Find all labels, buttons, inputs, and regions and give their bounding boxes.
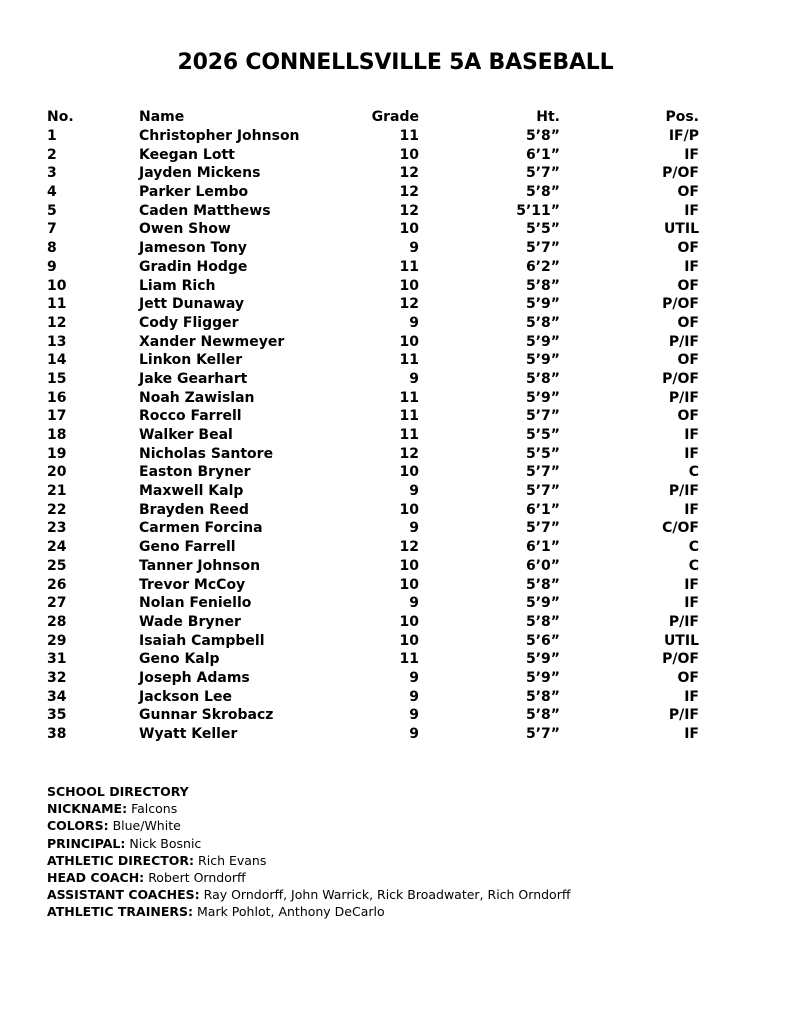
directory-line [47,835,570,852]
table-row [47,127,699,146]
player-name: Gradin Hodge [139,258,248,275]
table-row [47,389,699,408]
player-height: 5’8” [525,184,560,201]
player-height: 5’9” [525,333,560,350]
table-row [47,557,699,576]
player-position: C [688,539,699,556]
player-position: IF/P [668,128,699,144]
directory-label: HEAD COACH: [47,870,145,886]
player-position: OF [677,408,699,425]
directory-value: Nick Bosnic [129,835,202,851]
player-no: 24 [47,539,67,556]
player-height: 5’5” [525,221,560,238]
player-position: OF [677,277,699,294]
player-height: 5’7” [525,408,560,425]
player-grade: 9 [409,669,419,686]
player-grade: 10 [399,557,419,574]
table-row [47,146,699,165]
player-height: 6’1” [525,501,560,518]
player-grade: 10 [399,146,419,163]
player-no: 27 [47,595,67,612]
player-grade: 9 [409,595,419,612]
header-ht: Ht. [536,109,560,125]
table-row [47,314,699,333]
player-grade: 10 [399,501,419,518]
player-height: 5’8” [525,576,560,593]
directory-value: Rich Evans [198,852,267,868]
table-row [47,407,699,426]
table-row [47,258,699,277]
player-grade: 9 [409,370,419,387]
player-position: C [688,464,699,481]
player-name: Gunnar Skrobacz [139,707,274,724]
player-height: 6’1” [525,146,560,163]
player-grade: 10 [399,632,419,649]
player-position: P/OF [662,651,699,668]
table-row [47,220,699,239]
player-position: IF [684,427,699,443]
player-no: 17 [47,408,67,425]
player-name: Christopher Johnson [139,128,300,144]
player-height: 5’7” [525,520,560,537]
header-pos: Pos. [665,109,699,125]
table-row [47,164,699,183]
player-name: Geno Kalp [139,651,220,668]
table-row [47,501,699,520]
table-row [47,370,699,389]
player-no: 38 [47,726,67,742]
player-grade: 11 [399,389,419,406]
directory-label: ASSISTANT COACHES: [47,887,200,903]
player-position: IF [684,202,699,219]
player-name: Easton Bryner [139,464,251,481]
player-position: UTIL [663,221,699,238]
player-grade: 12 [399,296,419,313]
player-grade: 12 [399,445,419,462]
directory-value: Blue/White [112,818,181,834]
player-grade: 9 [409,707,419,724]
table-row [47,725,699,744]
table-row [47,688,699,707]
player-no: 26 [47,576,67,593]
player-grade: 11 [399,258,419,275]
directory-line [47,852,570,869]
player-position: OF [677,314,699,331]
table-row [47,669,699,688]
player-name: Owen Show [139,221,231,238]
player-no: 15 [47,370,67,387]
player-no: 19 [47,445,67,462]
directory-heading: SCHOOL DIRECTORY [47,784,189,799]
player-name: Walker Beal [139,427,233,443]
directory-line [47,869,570,886]
player-no: 7 [47,221,57,238]
table-row [47,650,699,669]
player-name: Isaiah Campbell [139,632,265,649]
player-position: C/OF [662,520,699,537]
player-grade: 11 [399,128,419,144]
table-row [47,183,699,202]
player-position: IF [684,726,699,742]
table-row [47,295,699,314]
player-grade: 11 [399,352,419,369]
directory-label: ATHLETIC TRAINERS: [47,904,194,920]
player-name: Trevor McCoy [139,576,246,593]
player-no: 13 [47,333,67,350]
player-no: 10 [47,277,67,294]
player-no: 28 [47,613,67,630]
table-row [47,333,699,352]
player-height: 5’8” [525,128,560,144]
player-height: 5’8” [525,613,560,630]
player-height: 5’6” [525,632,560,649]
table-row [47,632,699,651]
player-height: 5’11” [516,202,560,219]
player-height: 6’0” [525,557,560,574]
table-row [47,613,699,632]
table-row [47,482,699,501]
player-name: Jameson Tony [139,240,247,257]
directory-label: PRINCIPAL: [47,835,126,851]
player-no: 23 [47,520,67,537]
player-no: 8 [47,240,57,257]
player-position: IF [684,688,699,705]
table-row [47,706,699,725]
player-height: 5’7” [525,483,560,500]
page-title: 2026 CONNELLSVILLE 5A BASEBALL [177,50,614,75]
player-grade: 10 [399,333,419,350]
table-row [47,463,699,482]
player-height: 6’1” [525,539,560,556]
player-no: 31 [47,651,67,668]
player-no: 35 [47,707,67,724]
player-name: Wade Bryner [139,613,241,630]
player-name: Xander Newmeyer [139,333,285,350]
player-position: OF [677,240,699,257]
player-no: 34 [47,688,67,705]
header-name: Name [139,109,185,125]
table-row [47,445,699,464]
player-position: IF [684,576,699,593]
player-no: 14 [47,352,67,369]
player-name: Jett Dunaway [139,296,245,313]
player-grade: 12 [399,202,419,219]
player-position: OF [677,184,699,201]
header-no: No. [47,109,74,125]
player-name: Geno Farrell [139,539,236,556]
player-grade: 10 [399,221,419,238]
player-no: 2 [47,146,57,163]
player-name: Tanner Johnson [139,557,261,574]
player-height: 5’7” [525,165,560,182]
player-height: 5’7” [525,240,560,257]
school-directory [47,783,570,921]
player-name: Jayden Mickens [139,165,261,182]
player-no: 18 [47,427,67,443]
player-grade: 10 [399,277,419,294]
player-position: C [688,557,699,574]
table-row [47,277,699,296]
player-no: 32 [47,669,67,686]
player-height: 5’5” [525,427,560,443]
player-name: Caden Matthews [139,202,271,219]
player-no: 29 [47,632,67,649]
roster-table [47,108,699,744]
roster-rows [47,127,699,744]
player-no: 22 [47,501,67,518]
player-no: 3 [47,165,57,182]
player-name: Maxwell Kalp [139,483,244,500]
player-name: Brayden Reed [139,501,249,518]
player-no: 11 [47,296,67,313]
player-position: IF [684,258,699,275]
player-no: 1 [47,128,57,144]
player-position: P/OF [662,296,699,313]
header-grade: Grade [371,109,419,125]
player-grade: 10 [399,464,419,481]
table-row [47,576,699,595]
directory-value: Mark Pohlot, Anthony DeCarlo [197,904,385,920]
player-grade: 12 [399,539,419,556]
player-height: 5’7” [525,726,560,742]
player-name: Nicholas Santore [139,445,274,462]
player-height: 5’9” [525,595,560,612]
player-position: IF [684,501,699,518]
table-row [47,239,699,258]
player-height: 5’9” [525,352,560,369]
player-height: 5’7” [525,464,560,481]
player-grade: 9 [409,314,419,331]
player-position: P/IF [668,707,699,724]
directory-label: NICKNAME: [47,801,128,817]
player-name: Noah Zawislan [139,389,255,406]
directory-label: ATHLETIC DIRECTOR: [47,852,195,868]
player-height: 6’2” [525,258,560,275]
player-grade: 9 [409,240,419,257]
player-grade: 9 [409,688,419,705]
player-name: Cody Fligger [139,314,239,331]
player-grade: 11 [399,427,419,443]
player-name: Rocco Farrell [139,408,242,425]
player-position: OF [677,669,699,686]
player-no: 9 [47,258,57,275]
player-height: 5’9” [525,651,560,668]
directory-value: Ray Orndorff, John Warrick, Rick Broadwater, Rich Orndorff [203,887,571,903]
directory-value: Robert Orndorff [148,870,246,886]
player-height: 5’9” [525,669,560,686]
player-position: IF [684,146,699,163]
player-height: 5’8” [525,277,560,294]
player-position: UTIL [663,632,699,649]
player-name: Joseph Adams [139,669,250,686]
directory-value: Falcons [131,801,178,817]
directory-line [47,903,570,920]
directory-line [47,817,570,834]
directory-line [47,800,570,817]
table-row [47,538,699,557]
directory-items [47,800,570,920]
table-row [47,426,699,445]
player-name: Linkon Keller [139,352,243,369]
player-no: 4 [47,184,57,201]
player-name: Wyatt Keller [139,726,238,742]
player-name: Liam Rich [139,277,216,294]
player-position: IF [684,595,699,612]
player-position: P/OF [662,165,699,182]
player-grade: 9 [409,520,419,537]
player-no: 25 [47,557,67,574]
player-position: OF [677,352,699,369]
player-name: Parker Lembo [139,184,249,201]
player-height: 5’8” [525,314,560,331]
player-position: P/IF [668,389,699,406]
player-height: 5’8” [525,707,560,724]
player-height: 5’9” [525,296,560,313]
roster-header-row [47,108,699,127]
player-position: P/IF [668,333,699,350]
player-position: P/IF [668,483,699,500]
player-grade: 9 [409,483,419,500]
player-height: 5’8” [525,688,560,705]
player-grade: 12 [399,165,419,182]
player-no: 12 [47,314,67,331]
player-name: Nolan Feniello [139,595,252,612]
player-no: 21 [47,483,67,500]
player-grade: 11 [399,651,419,668]
player-grade: 10 [399,576,419,593]
player-grade: 11 [399,408,419,425]
player-name: Carmen Forcina [139,520,263,537]
table-row [47,351,699,370]
player-position: P/IF [668,613,699,630]
table-row [47,594,699,613]
directory-label: COLORS: [47,818,109,834]
player-grade: 10 [399,613,419,630]
directory-line [47,886,570,903]
player-name: Jackson Lee [139,688,232,705]
player-position: IF [684,445,699,462]
player-grade: 12 [399,184,419,201]
player-name: Jake Gearhart [139,370,248,387]
player-no: 16 [47,389,67,406]
player-no: 20 [47,464,67,481]
player-position: P/OF [662,370,699,387]
player-grade: 9 [409,726,419,742]
player-height: 5’8” [525,370,560,387]
player-height: 5’9” [525,389,560,406]
table-row [47,202,699,221]
player-height: 5’5” [525,445,560,462]
player-no: 5 [47,202,57,219]
player-name: Keegan Lott [139,146,235,163]
table-row [47,519,699,538]
